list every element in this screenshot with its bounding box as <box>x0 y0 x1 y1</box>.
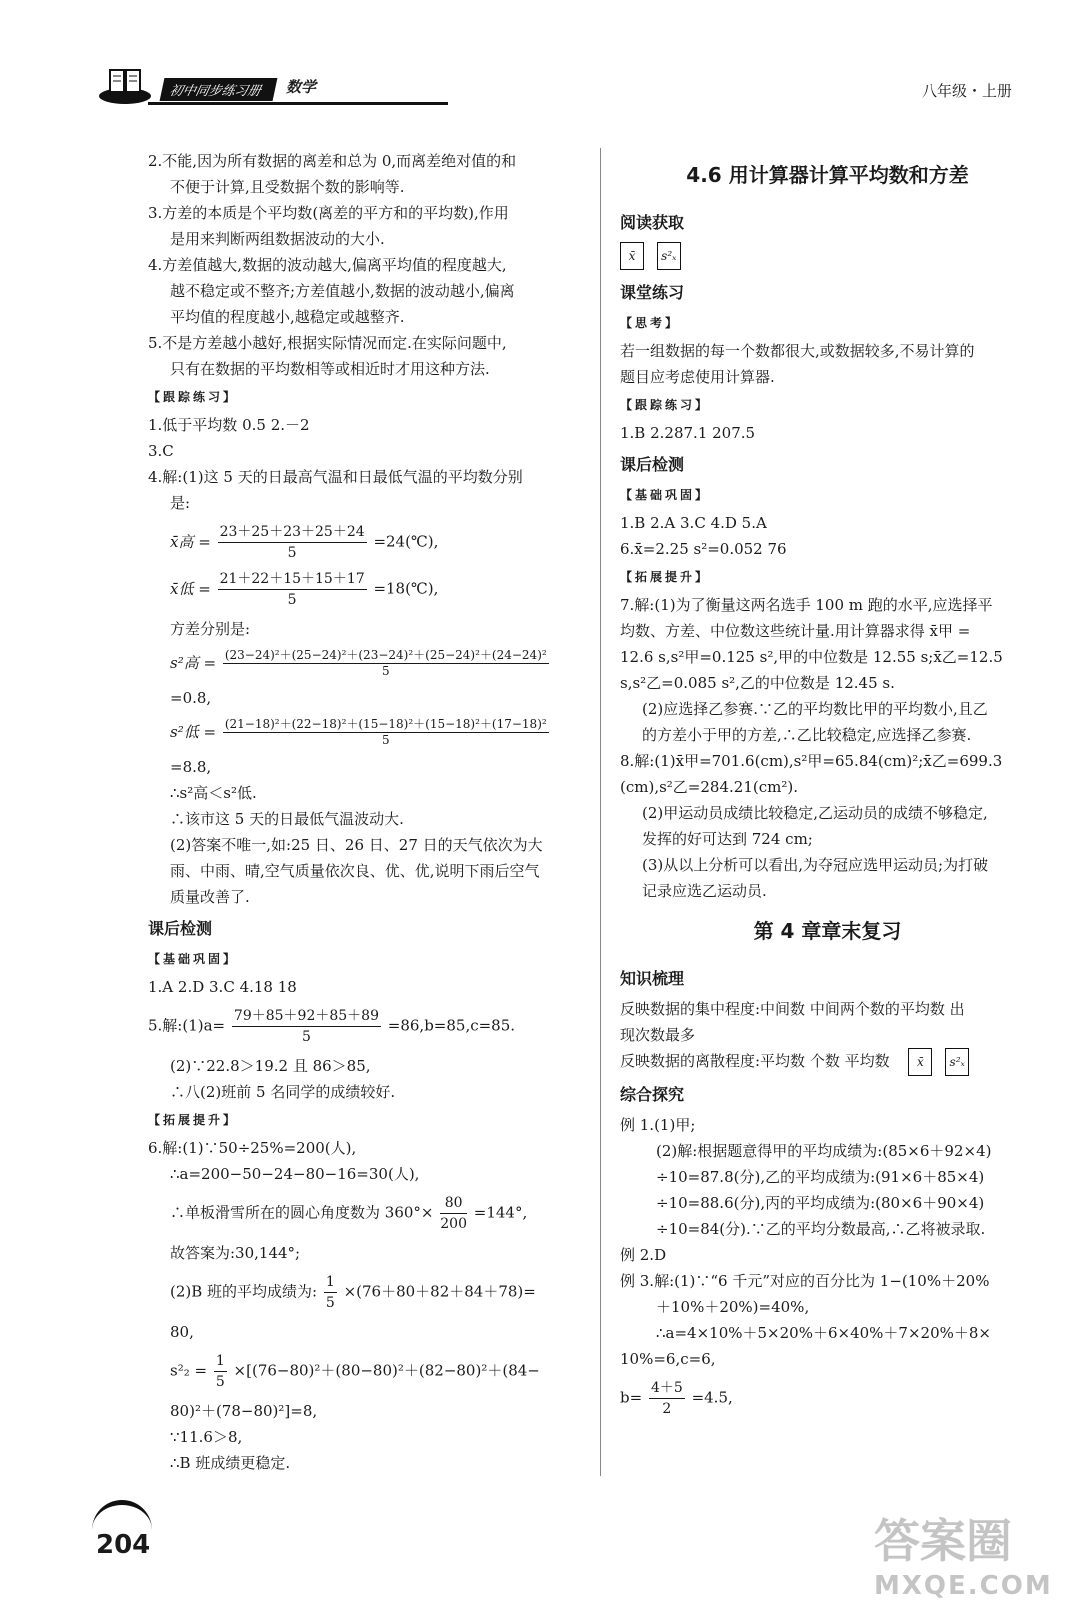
fraction-denominator: 5 <box>215 1374 225 1390</box>
equation-var-low <box>148 717 583 748</box>
equation-result: =86,b=85,c=85. <box>387 1016 516 1035</box>
fraction-denominator: 5 <box>301 1029 311 1045</box>
fraction-denominator: 5 <box>381 664 390 678</box>
answer-line: 越不稳定或不整齐;方差值越小,数据的波动越小,偏离 <box>170 282 515 300</box>
series-title: 初中同步练习册 <box>160 78 278 101</box>
equation-label: s²低 = <box>170 722 217 741</box>
answer-line: 不便于计算,且受数据个数的影响等. <box>170 178 405 196</box>
equation-label: b= <box>620 1388 643 1407</box>
section-tag: 【思考】 <box>620 316 681 330</box>
fraction-denominator: 2 <box>662 1401 672 1417</box>
left-column <box>148 148 583 1476</box>
answer-line: 是: <box>170 494 191 512</box>
fraction-numerator: 1 <box>324 1272 337 1293</box>
fraction <box>232 1006 381 1047</box>
grade-label: 八年级・上册 <box>921 82 1012 100</box>
page-header <box>96 66 1012 110</box>
subject-title: 数学 <box>286 78 317 96</box>
equation-e6g <box>148 1351 583 1392</box>
mean-box: x̄ <box>620 242 644 270</box>
section-heading: 知识梳理 <box>620 969 685 988</box>
answer-line: 1.B 2.A 3.C 4.D 5.A <box>620 514 767 532</box>
answer-line: 1.A 2.D 3.C 4.18 18 <box>148 978 297 996</box>
equation-label: ∴单板滑雪所在的圆心角度数为 360°× <box>170 1203 434 1222</box>
answer-line: 例 1.(1)甲; <box>620 1116 696 1134</box>
answer-line: ∴a=4×10%＋5×20%＋6×40%＋7×20%＋8× <box>656 1324 991 1342</box>
equation-mean-low <box>148 569 583 610</box>
answer-line: s,s²乙=0.085 s²,乙的中位数是 12.45 s. <box>620 674 895 692</box>
answer-line: ∴八(2)班前 5 名同学的成绩较好. <box>170 1083 396 1101</box>
answer-line: ＋10%＋20%)=40%, <box>656 1298 810 1316</box>
answer-line: (3)从以上分析可以看出,为夺冠应选甲运动员;为打破 <box>642 856 989 874</box>
answer-line: 例 2.D <box>620 1246 667 1264</box>
answer-line: 均数、方差、中位数这些统计量.用计算器求得 x̄甲 = <box>620 622 971 640</box>
answer-line: ∴该市这 5 天的日最低气温波动大. <box>170 810 404 828</box>
equation-e6e <box>148 1272 583 1313</box>
watermark <box>874 1505 1053 1601</box>
equation-ex3e <box>620 1378 1035 1419</box>
section-title: 4.6 用计算器计算平均数和方差 <box>686 163 969 187</box>
section-heading: 课后检测 <box>148 919 213 938</box>
fraction-denominator: 5 <box>381 733 390 747</box>
answer-line: 是用来判断两组数据波动的大小. <box>170 230 385 248</box>
fraction-numerator: 4＋5 <box>649 1378 685 1399</box>
answer-line: 10%=6,c=6, <box>620 1350 716 1368</box>
answer-line: (cm),s²乙=284.21(cm²). <box>620 778 798 796</box>
answer-line: 8.解:(1)x̄甲=701.6(cm),s²甲=65.84(cm)²;x̄乙=699.3 <box>620 752 1003 770</box>
answer-line: ÷10=84(分).∵乙的平均分数最高,∴乙将被录取. <box>656 1220 986 1238</box>
fraction-numerator: 80 <box>440 1193 467 1214</box>
answer-line: 6.解:(1)∵50÷25%=200(人), <box>148 1139 357 1157</box>
section-tag: 【跟踪练习】 <box>620 398 711 412</box>
fraction <box>223 648 549 679</box>
answer-line: 记录应选乙运动员. <box>642 882 767 900</box>
chapter-title: 第 4 章章末复习 <box>753 919 902 943</box>
answer-text: 反映数据的离散程度:平均数 个数 平均数 <box>620 1052 890 1070</box>
answer-line: ∴s²高＜s²低. <box>170 784 257 802</box>
page-number: 204 <box>96 1530 151 1560</box>
answer-line: 3.C <box>148 442 174 460</box>
fraction <box>649 1378 685 1419</box>
fraction-denominator: 5 <box>287 592 297 608</box>
answer-line: 的方差小于甲的方差,∴乙比较稳定,应选择乙参赛. <box>642 726 972 744</box>
answer-line: 反映数据的集中程度:中间数 中间两个数的平均数 出 <box>620 1000 965 1018</box>
equation-result: =144°, <box>473 1203 528 1222</box>
watermark-domain: MXQE.COM <box>874 1571 1053 1601</box>
answer-line: 例 3.解:(1)∵“6 千元”对应的百分比为 1−(10%＋20% <box>620 1272 990 1290</box>
right-column <box>620 148 1035 1425</box>
answer-line: 方差分别是: <box>170 620 251 638</box>
fraction <box>218 569 367 610</box>
formula-boxes <box>620 242 1035 270</box>
fraction <box>440 1193 467 1234</box>
variance-box: s²ₓ <box>945 1048 969 1076</box>
fraction-numerator: (21−18)²＋(22−18)²＋(15−18)²＋(15−18)²＋(17−18)² <box>224 717 547 731</box>
answer-line: 7.解:(1)为了衡量这两名选手 100 m 跑的水平,应选择平 <box>620 596 993 614</box>
answer-line: ∵11.6＞8, <box>170 1428 243 1446</box>
equation-mean-high <box>148 522 583 563</box>
equation-result: =4.5, <box>691 1388 733 1407</box>
answer-line: ∴B 班成绩更稳定. <box>170 1454 291 1472</box>
answer-line: ÷10=87.8(分),乙的平均成绩为:(91×6＋85×4) <box>656 1168 985 1186</box>
fraction-denominator: 5 <box>325 1295 335 1311</box>
fraction-denominator: 5 <box>287 545 297 561</box>
equation-e6c <box>148 1193 583 1234</box>
equation-label: s²高 = <box>170 653 217 672</box>
fraction-numerator: (23−24)²＋(25−24)²＋(23−24)²＋(25−24)²＋(24−24)² <box>224 648 547 662</box>
answer-line: (2)∵22.8＞19.2 且 86＞85, <box>170 1057 371 1075</box>
mean-box: x̄ <box>908 1048 932 1076</box>
answer-line <box>620 1048 1035 1076</box>
answer-line: 6.x̄=2.25 s²=0.052 76 <box>620 540 787 558</box>
equation-label: x̄高 = <box>170 532 211 551</box>
equation-b5 <box>148 1006 583 1047</box>
fraction-numerator: 23＋25＋23＋25＋24 <box>218 522 367 543</box>
answer-line: =8.8, <box>170 758 212 776</box>
answer-line: 题目应考虑使用计算器. <box>620 368 775 386</box>
answer-line: 1.低于平均数 0.5 2.－2 <box>148 416 310 434</box>
answer-line: 质量改善了. <box>170 888 250 906</box>
answer-line: ÷10=88.6(分),丙的平均成绩为:(80×6＋90×4) <box>656 1194 985 1212</box>
answer-line: 4.解:(1)这 5 天的日最高气温和日最低气温的平均数分别 <box>148 468 523 486</box>
fraction-numerator: 1 <box>214 1351 227 1372</box>
equation-label: x̄低 = <box>170 579 211 598</box>
equation-result: ×(76＋80＋82＋84＋78)= <box>343 1282 536 1301</box>
variance-box: s²ₓ <box>657 242 681 270</box>
answer-line: 故答案为:30,144°; <box>170 1244 301 1262</box>
fraction-numerator: 79＋85＋92＋85＋89 <box>232 1006 381 1027</box>
section-tag: 【跟踪练习】 <box>148 390 239 404</box>
answer-line: (2)应选择乙参赛.∵乙的平均数比甲的平均数小,且乙 <box>642 700 988 718</box>
answer-line: 若一组数据的每一个数都很大,或数据较多,不易计算的 <box>620 342 975 360</box>
answer-line: 80)²＋(78−80)²]=8, <box>170 1402 318 1420</box>
answer-line: 80, <box>170 1323 194 1341</box>
answer-line: 3.方差的本质是个平均数(离差的平方和的平均数),作用 <box>148 204 509 222</box>
answer-line: 1.B 2.287.1 207.5 <box>620 424 756 442</box>
equation-var-high <box>148 648 583 679</box>
section-tag: 【拓展提升】 <box>620 570 711 584</box>
fraction <box>214 1351 227 1392</box>
section-heading: 阅读获取 <box>620 213 685 232</box>
section-heading: 综合探究 <box>620 1085 685 1104</box>
answer-line: 2.不能,因为所有数据的离差和总为 0,而离差绝对值的和 <box>148 152 517 170</box>
fraction <box>324 1272 337 1313</box>
watermark-main: 答案圈 <box>874 1514 1012 1568</box>
section-heading: 课堂练习 <box>620 283 685 302</box>
answer-line: ∴a=200−50−24−80−16=30(人), <box>170 1165 420 1183</box>
answer-line: =0.8, <box>170 689 212 707</box>
book-logo-icon <box>96 66 154 106</box>
equation-result: =18(℃), <box>373 579 439 598</box>
answer-line: 雨、中雨、晴,空气质量依次良、优、优,说明下雨后空气 <box>170 862 540 880</box>
section-tag: 【基础巩固】 <box>620 488 711 502</box>
equation-label: (2)B 班的平均成绩为: <box>170 1282 318 1301</box>
equation-label: 5.解:(1)a= <box>148 1016 226 1035</box>
answer-line: 平均值的程度越小,越稳定或越整齐. <box>170 308 405 326</box>
fraction-numerator: 21＋22＋15＋15＋17 <box>218 569 367 590</box>
column-divider <box>600 148 601 1476</box>
answer-line: 12.6 s,s²甲=0.125 s²,甲的中位数是 12.55 s;x̄乙=12.5 <box>620 648 1003 666</box>
equation-label: s²₂ = <box>170 1361 208 1380</box>
equation-result: =24(℃), <box>373 532 439 551</box>
answer-line: (2)答案不唯一,如:25 日、26 日、27 日的天气依次为大 <box>170 836 543 854</box>
answer-line: 只有在数据的平均数相等或相近时才用这种方法. <box>170 360 490 378</box>
answer-line: 5.不是方差越小越好,根据实际情况而定.在实际问题中, <box>148 334 507 352</box>
answer-line: 发挥的好可达到 724 cm; <box>642 830 813 848</box>
fraction-denominator: 200 <box>440 1216 467 1232</box>
section-heading: 课后检测 <box>620 455 685 474</box>
fraction <box>218 522 367 563</box>
answer-line: 现次数最多 <box>620 1026 696 1044</box>
section-tag: 【拓展提升】 <box>148 1113 239 1127</box>
answer-line: (2)解:根据题意得甲的平均成绩为:(85×6＋92×4) <box>656 1142 992 1160</box>
equation-result: ×[(76−80)²＋(80−80)²＋(82−80)²＋(84− <box>233 1361 540 1380</box>
answer-line: (2)甲运动员成绩比较稳定,乙运动员的成绩不够稳定, <box>642 804 988 822</box>
section-tag: 【基础巩固】 <box>148 952 239 966</box>
answer-line: 4.方差值越大,数据的波动越大,偏离平均值的程度越大, <box>148 256 507 274</box>
fraction <box>223 717 549 748</box>
